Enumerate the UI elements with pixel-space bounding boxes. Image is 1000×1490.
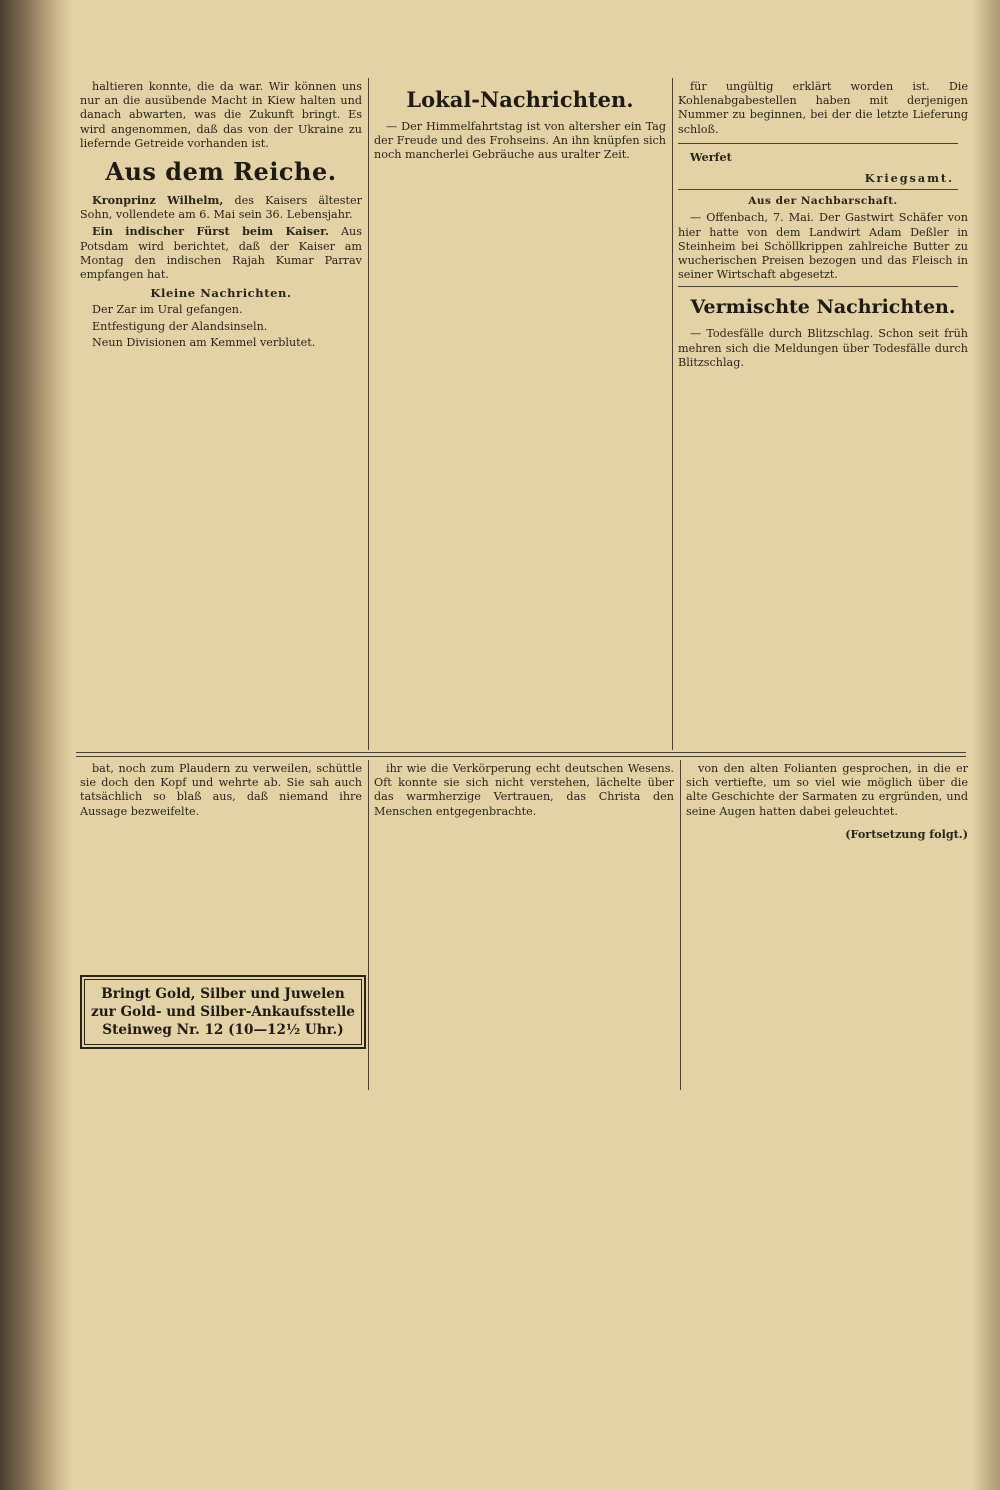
section-heading-lokal: Lokal-Nachrichten. [406, 87, 634, 112]
column-rule [680, 760, 681, 1090]
page-edge-shadow [972, 0, 1000, 1490]
kriegsamt-signature: Kriegsamt. [864, 171, 954, 186]
news-zar: Der Zar im Ural gefangen. [92, 303, 243, 317]
column-rule [672, 78, 673, 750]
himmelfahrt-paragraph: — Der Himmelfahrtstag ist von altersher ein Tag der Freude und des Frohseins. An ihn knüpfen sich noch mancherlei Gebräuche aus uralter Zeit. [374, 120, 666, 162]
article-rule [678, 286, 958, 287]
kleine-nachrichten-heading: Kleine Nachrichten. [150, 286, 292, 301]
lead-label: Kronprinz Wilhelm, [92, 193, 224, 208]
kohlen-paragraph: für ungültig erklärt worden ist. Die Kohlenabgabestellen haben mit derjenigen Nummer zu beginnen, bei der die letzte Lieferung schloß. [678, 80, 968, 136]
nachbarschaft-heading: Aus der Nachbarschaft. [748, 195, 898, 208]
serial-column-1 [80, 762, 362, 1088]
werfet-label: Werfet [690, 149, 732, 164]
article-rule [678, 189, 958, 190]
serial-text-3: von den alten Folianten gesprochen, in die er sich vertiefte, um so viel wie möglich über die alte Geschichte der Sarmaten zu ergründen, und seine Augen hatten dabei geleuchtet. [686, 762, 968, 818]
column-rule [368, 760, 369, 1090]
kronprinz-paragraph [80, 193, 362, 222]
offenbach-paragraph: — Offenbach, 7. Mai. Der Gastwirt Schäfer von hier hatte von dem Landwirt Adam Deßler in Steinheim bei Schöllkrippen zahlreiche Butter zu wucherischen Preisen bezogen und das Fleisch in seiner Wirtschaft abgesetzt. [678, 211, 968, 282]
serial-column-2 [374, 762, 674, 1088]
intro-paragraph: haltieren konnte, die da war. Wir können uns nur an die ausübende Macht in Kiew halten und danach abwarten, was die Zukunft bringt. Es wird angenommen, daß das von der Ukraine zu liefernde Getreide vorhanden ist. [80, 80, 362, 150]
section-heading-vermischte: Vermischte Nachrichten. [690, 296, 956, 319]
column-right [678, 80, 968, 748]
column-rule [368, 78, 369, 750]
serial-column-3 [686, 762, 968, 1088]
kaiser-label: Ein indischer Fürst beim Kaiser. [92, 224, 329, 239]
news-aland: Entfestigung der Alandsinseln. [92, 319, 268, 333]
blitzschlag-paragraph: — Todesfälle durch Blitzschlag. Schon seit früh mehren sich die Meldungen über Todesfälle durch Blitzschlag. [678, 327, 968, 369]
serial-text-2: ihr wie die Verkörperung echt deutschen Wesens. Oft konnte sie sich nicht verstehen, lächelte über das warmherzige Vertrauen, das Christa den Menschen entgegenbrachte. [374, 762, 674, 818]
kaiser-paragraph [80, 224, 362, 282]
book-binding [0, 0, 72, 1490]
column-middle [374, 80, 666, 748]
fortsetzung-folgt: (Fortsetzung folgt.) [845, 826, 968, 841]
news-kemmel: Neun Divisionen am Kemmel verblutet. [92, 335, 316, 349]
article-rule [678, 143, 958, 144]
ad-text: Bringt Gold, Silber und Juwelen zur Gold- und Silber-Ankaufsstelle Steinweg Nr. 12 (10—12½ Uhr.) [91, 986, 355, 1038]
werfet-paragraph [678, 150, 968, 165]
kaiser-text: Aus Potsdam wird berichtet, daß der Kaiser am Montag den indischen Rajah Kumar Parrav empfangen hat. [80, 225, 362, 282]
section-heading-reich: Aus dem Reiche. [105, 157, 337, 187]
lead-text: des Kaisers ältester Sohn, vollendete am 6. Mai sein 36. Lebensjahr. [80, 194, 362, 222]
serial-text-1: bat, noch zum Plaudern zu verweilen, schüttle sie doch den Kopf und wehrte ab. Sie sah auch tatsächlich so blaß aus, daß niemand ihre Aussage bezweifelte. [80, 762, 362, 818]
